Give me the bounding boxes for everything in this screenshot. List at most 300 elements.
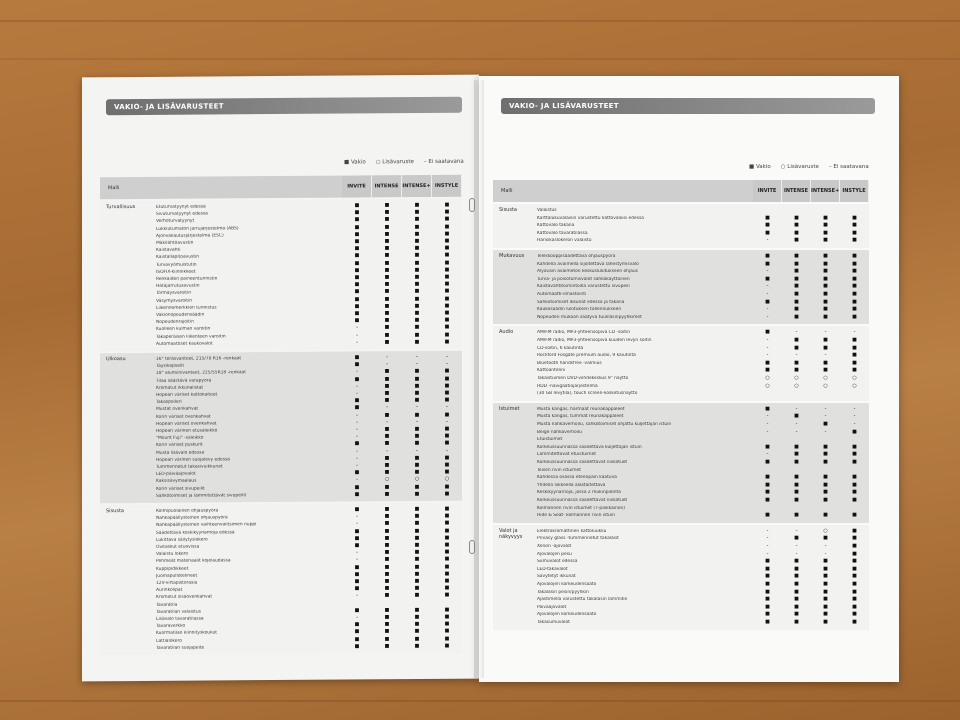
availability-mark: ■ [852, 229, 857, 236]
availability-mark: ○ [852, 374, 857, 381]
availability-mark: ■ [384, 390, 390, 397]
availability-mark: ■ [794, 512, 799, 519]
availability-mark: - [824, 329, 827, 336]
availability-mark: ■ [444, 324, 450, 331]
availability-mark: ■ [384, 433, 390, 440]
availability-mark: - [356, 476, 358, 483]
availability-mark: - [416, 418, 418, 425]
table-row [493, 444, 869, 452]
availability-mark: ■ [444, 230, 450, 237]
availability-mark: ○ [823, 374, 828, 381]
availability-mark: ■ [384, 506, 390, 513]
availability-mark: ■ [823, 611, 828, 618]
row-label: Verhoturvatyynyt [156, 218, 195, 225]
row-label: Kahdella avaimella sijoitettava lähestymisvalo [537, 261, 639, 267]
availability-mark: ■ [444, 613, 450, 620]
row-label: Ajovalojen pesu [537, 551, 572, 557]
table-row [493, 215, 869, 223]
table-row [493, 406, 869, 414]
availability-mark: ○ [444, 476, 450, 483]
row-label: Keskikyynärnoja, jossa 2 mukinpidintä [537, 490, 621, 496]
table-row [493, 299, 869, 307]
availability-mark: ■ [765, 489, 770, 496]
availability-mark: - [416, 361, 418, 368]
availability-mark: - [766, 535, 769, 542]
availability-mark: ■ [414, 578, 420, 585]
availability-mark: ■ [794, 291, 799, 297]
availability-mark: ■ [852, 481, 857, 488]
availability-mark: ■ [852, 603, 857, 610]
availability-mark: ■ [823, 603, 828, 610]
availability-mark: ■ [444, 541, 450, 548]
availability-mark: ■ [794, 618, 799, 625]
row-label: Etuistuimet [537, 437, 563, 443]
availability-mark: - [416, 404, 418, 411]
availability-mark: ■ [765, 329, 770, 336]
row-label: Etuturvatyynyt edessä [156, 204, 206, 210]
availability-mark: ■ [852, 306, 857, 313]
row-label: AM/FM radio, MP3-yhteensopiva kuuden levyn soitin [537, 337, 652, 343]
row-label: Hopean väriset ovenkahvat [156, 421, 217, 427]
availability-mark: ■ [823, 565, 828, 572]
table-row [493, 467, 869, 475]
availability-mark: ■ [414, 295, 420, 302]
availability-mark: ■ [414, 202, 420, 209]
availability-mark: ■ [823, 313, 828, 320]
availability-mark: ■ [354, 296, 360, 303]
row-label: Takaspoileri [156, 399, 182, 406]
availability-mark: ■ [384, 578, 390, 585]
availability-mark: - [824, 413, 827, 420]
table-row [493, 291, 869, 299]
availability-mark: ■ [823, 580, 828, 587]
availability-mark: ■ [444, 288, 450, 295]
availability-mark: ■ [444, 621, 450, 628]
availability-mark: ■ [354, 238, 360, 245]
availability-mark: - [356, 383, 358, 390]
column-header-invite: INVITE [753, 180, 782, 202]
legend-not-available: – Ei saatavana [828, 164, 869, 170]
availability-mark: ■ [414, 375, 420, 382]
availability-mark: ■ [354, 621, 360, 628]
availability-mark: ■ [414, 614, 420, 621]
availability-mark: ■ [354, 231, 360, 238]
page-header: VAKIO- JA LISÄVARUSTEET [501, 98, 875, 114]
legend [344, 159, 464, 166]
row-label: Tavaratilan valaistus [156, 609, 201, 615]
right-page [479, 76, 899, 682]
availability-mark: ■ [794, 451, 799, 458]
availability-mark: - [356, 592, 358, 599]
availability-mark: ■ [384, 295, 390, 302]
availability-mark: ■ [765, 558, 770, 565]
availability-mark: ■ [823, 298, 828, 305]
row-label: Valaistus [537, 208, 557, 213]
availability-mark: ■ [444, 513, 450, 520]
table-row [493, 512, 869, 520]
availability-mark: ■ [794, 588, 799, 595]
row-label: Kattoantenni [537, 368, 566, 374]
availability-mark: ■ [444, 331, 450, 338]
availability-mark: ■ [765, 618, 770, 625]
row-label: Hätäjarrutusavustin [156, 283, 200, 290]
table-row [493, 489, 869, 497]
availability-mark: ■ [852, 268, 857, 275]
table-row [493, 207, 869, 215]
availability-mark: ■ [444, 628, 450, 635]
availability-mark: ■ [354, 397, 360, 404]
availability-mark: ■ [444, 469, 450, 476]
availability-mark: - [795, 428, 798, 435]
availability-mark: ■ [414, 338, 420, 345]
availability-mark: ■ [444, 273, 450, 280]
availability-mark: ■ [414, 483, 420, 490]
availability-mark: ■ [384, 556, 390, 563]
section-1 [100, 199, 462, 352]
availability-mark: ■ [765, 229, 770, 236]
availability-mark: ■ [384, 462, 390, 469]
row-label: Yhdellä liikkeellä alastaitettava [537, 482, 606, 488]
availability-mark: ■ [354, 564, 360, 571]
availability-mark: ■ [794, 611, 799, 618]
availability-mark: ■ [414, 331, 420, 338]
availability-mark: ■ [852, 512, 857, 519]
availability-mark: - [766, 527, 769, 534]
row-label: Hopean värinen etusäleikkö [156, 428, 218, 434]
availability-mark: ■ [354, 491, 360, 498]
availability-mark: ■ [444, 490, 450, 497]
availability-mark: - [824, 550, 827, 557]
row-label: Liikennemerkkien tunnistus [156, 305, 217, 311]
availability-mark: ■ [414, 592, 420, 599]
row-label: Ovitaskut etuovissa [156, 544, 200, 550]
legend-standard: ■ Vakio [749, 164, 771, 170]
availability-mark: ■ [414, 411, 420, 418]
availability-mark: - [824, 405, 827, 412]
availability-mark: - [795, 352, 798, 359]
section-5 [493, 525, 869, 630]
availability-mark: ■ [794, 260, 799, 267]
row-label: Hopean värinen suojalevy edessä [156, 457, 230, 463]
availability-mark: ■ [765, 443, 770, 450]
row-label: LED-päiväajovalot [156, 471, 196, 478]
availability-mark: ■ [852, 535, 857, 542]
table-row [493, 505, 869, 513]
column-header-intense-plus: INTENSE+ [402, 175, 432, 197]
availability-mark: ■ [852, 474, 857, 481]
availability-mark: ■ [444, 585, 450, 592]
availability-mark: ■ [414, 628, 420, 635]
availability-mark: - [446, 361, 448, 368]
availability-mark: ■ [444, 237, 450, 244]
availability-mark: ■ [414, 570, 420, 577]
availability-mark: ■ [414, 397, 420, 404]
availability-mark: ■ [852, 214, 857, 221]
availability-mark: ■ [823, 489, 828, 496]
table-row [493, 535, 869, 543]
availability-mark: ■ [354, 585, 360, 592]
availability-mark: ■ [414, 238, 420, 245]
availability-mark: ■ [414, 252, 420, 259]
availability-mark: ■ [823, 458, 828, 465]
row-label: "Mount Fuji" -säleikkö [156, 435, 204, 442]
availability-mark: ■ [823, 481, 828, 488]
availability-mark: ■ [354, 209, 360, 216]
availability-mark: ■ [354, 303, 360, 310]
section-4 [493, 403, 869, 523]
availability-mark: ■ [414, 454, 420, 461]
table-row [100, 491, 462, 501]
availability-mark: ■ [384, 303, 390, 310]
availability-mark: ■ [414, 563, 420, 570]
availability-mark: ■ [414, 382, 420, 389]
availability-mark: ■ [384, 411, 390, 418]
availability-mark: ■ [765, 565, 770, 572]
row-label: Nopeudenrajoitin [156, 319, 194, 326]
availability-mark: ■ [354, 469, 360, 476]
row-label: Päiväajovalot [537, 604, 567, 610]
availability-mark: ■ [384, 563, 390, 570]
availability-mark: - [386, 447, 388, 454]
availability-mark: ■ [823, 260, 828, 267]
availability-mark: - [386, 361, 388, 368]
availability-mark: ■ [444, 505, 450, 512]
availability-mark: ■ [414, 288, 420, 295]
row-label: Kolmipuolainen ohjauspyörä [156, 508, 219, 514]
row-label: Karttalukuvalaisin varustettu kattovaloisi edessä [537, 215, 644, 221]
availability-mark: ■ [823, 222, 828, 229]
row-label: Kolmannen rivin istuimet (7-paikkainen) [537, 505, 626, 511]
availability-mark: ■ [384, 310, 390, 317]
row-label: Ajonvakautusjärjestelmä (ESC) [156, 233, 224, 239]
table-row [493, 497, 869, 505]
availability-mark: ■ [414, 490, 420, 497]
availability-mark: ■ [823, 336, 828, 343]
availability-mark: ■ [414, 527, 420, 534]
availability-mark: - [853, 329, 856, 336]
availability-mark: ■ [414, 556, 420, 563]
availability-mark: ■ [794, 283, 799, 290]
row-label: Bluetooth handsfree -valmius [537, 360, 602, 366]
availability-mark: - [766, 283, 769, 290]
availability-mark: ■ [414, 368, 420, 375]
availability-mark: ■ [765, 214, 770, 221]
table-row [493, 345, 869, 353]
availability-mark: - [766, 313, 769, 320]
equipment-table [493, 180, 869, 625]
availability-mark: ○ [414, 476, 420, 483]
availability-mark: - [824, 542, 827, 549]
availability-mark: ■ [852, 565, 857, 572]
availability-mark: - [356, 339, 358, 346]
staple [469, 198, 475, 212]
availability-mark: ■ [354, 484, 360, 491]
table-row [493, 474, 869, 482]
availability-mark: ■ [444, 317, 450, 324]
availability-mark: ■ [414, 266, 420, 273]
availability-mark: ■ [444, 223, 450, 230]
row-label: Kuolleen kulman varoitin [156, 326, 211, 333]
row-label: Korkeussuunnassa säädettävät niskatuet [537, 497, 628, 503]
section-1 [493, 204, 869, 248]
availability-mark: ■ [852, 458, 857, 465]
availability-mark: ■ [794, 565, 799, 572]
availability-mark: ■ [414, 642, 420, 649]
availability-mark: ■ [852, 291, 857, 297]
availability-mark: ■ [354, 252, 360, 259]
availability-mark: ■ [823, 512, 828, 519]
availability-mark: ■ [823, 496, 828, 503]
row-label: Hide & Seat- kolmannen rivin istuin [537, 513, 615, 519]
table-row [493, 276, 869, 284]
availability-mark: - [356, 455, 358, 462]
row-label: Kromatut ikkunalistat [156, 385, 204, 391]
availability-mark: - [853, 420, 856, 427]
table-row [493, 383, 869, 391]
availability-mark: ■ [444, 534, 450, 541]
availability-mark: ■ [384, 628, 390, 635]
availability-mark: ■ [414, 281, 420, 288]
availability-mark: - [356, 412, 358, 419]
availability-mark: ■ [765, 596, 770, 603]
availability-mark: - [356, 513, 358, 520]
availability-mark: ■ [444, 635, 450, 642]
availability-mark: ■ [852, 596, 857, 603]
availability-mark: ■ [414, 223, 420, 230]
row-label: Renkaiden paineentunnistin [156, 276, 218, 282]
availability-mark: - [795, 329, 798, 336]
section-title: Istuimet [499, 405, 520, 412]
availability-mark: - [446, 353, 448, 360]
availability-mark: ■ [444, 309, 450, 316]
availability-mark: ■ [414, 390, 420, 397]
availability-mark: ■ [794, 474, 799, 481]
availability-mark: ■ [384, 209, 390, 216]
availability-mark: - [416, 354, 418, 361]
row-label: Pehmeät materiaalit kojelaudassa [156, 558, 231, 565]
column-header-intense: INTENSE [372, 175, 402, 197]
availability-mark: ■ [444, 440, 450, 447]
row-label: ISOFIX-kiinnikkeet [156, 269, 196, 275]
availability-mark: ■ [823, 443, 828, 450]
row-label: Mustat ovenkahvat [156, 406, 199, 413]
availability-mark: ■ [384, 491, 390, 498]
availability-mark: - [356, 556, 358, 563]
row-label: Ajovalojen korkeudensäätö [537, 581, 597, 587]
table-row [493, 581, 869, 589]
table-row [493, 413, 869, 421]
availability-mark: ■ [823, 618, 828, 625]
section-title: Ulkoasu [106, 356, 126, 363]
availability-mark: ■ [852, 542, 857, 549]
availability-mark: ■ [414, 209, 420, 216]
availability-mark: ■ [823, 275, 828, 282]
availability-mark: ■ [823, 237, 828, 244]
row-label: AM/FM radio, MP3-yhteensopiva CD -soitin [537, 330, 630, 336]
availability-mark: ■ [384, 397, 390, 404]
staple [469, 540, 475, 554]
availability-mark: - [356, 332, 358, 339]
row-label: Sivuturvatyynyt edessä [156, 211, 208, 218]
availability-mark: ■ [794, 344, 799, 351]
row-label: Mäkilähtöavustin [156, 240, 194, 246]
table-row [493, 429, 869, 437]
availability-mark: ■ [354, 274, 360, 281]
availability-mark: ■ [384, 252, 390, 259]
availability-mark: ■ [414, 542, 420, 549]
availability-mark: ■ [444, 592, 450, 599]
availability-mark: ■ [384, 245, 390, 252]
availability-mark: ■ [852, 428, 857, 435]
availability-mark: ■ [765, 367, 770, 374]
row-label: Toisen rivin istuimet [537, 467, 581, 473]
availability-mark: ■ [384, 426, 390, 433]
availability-mark: ■ [414, 520, 420, 527]
availability-mark: ■ [794, 558, 799, 565]
availability-mark: - [853, 405, 856, 412]
section-title: Mukavuus [499, 253, 525, 259]
availability-mark: ■ [384, 216, 390, 223]
availability-mark: ■ [384, 527, 390, 534]
availability-mark: ■ [414, 216, 420, 223]
availability-mark: ■ [444, 216, 450, 223]
availability-mark: ■ [444, 375, 450, 382]
table-row [493, 482, 869, 490]
availability-mark: ■ [765, 222, 770, 229]
row-label: Korin väriset sivupeilit [156, 486, 205, 492]
legend-standard: ■ Vakio [344, 159, 366, 166]
availability-mark: - [766, 542, 769, 549]
availability-mark: ■ [384, 455, 390, 462]
table-row [493, 421, 869, 429]
table-row [493, 543, 869, 551]
book-spine [474, 80, 484, 678]
table-row [493, 268, 869, 276]
row-label: Kaksisävymaalaus [156, 478, 197, 485]
availability-mark: ■ [765, 405, 770, 412]
availability-mark: ■ [794, 306, 799, 313]
availability-mark: ■ [414, 302, 420, 309]
availability-mark: - [795, 405, 798, 412]
row-label: Säädettävä keskikyynärnoja edessä [156, 529, 235, 536]
availability-mark: ■ [444, 259, 450, 266]
malli-header: Malli [493, 180, 753, 202]
availability-mark: - [766, 420, 769, 427]
table-row [493, 230, 869, 238]
availability-mark: ■ [444, 209, 450, 216]
availability-mark: ■ [354, 281, 360, 288]
availability-mark: ■ [823, 451, 828, 458]
availability-mark: ■ [765, 458, 770, 465]
availability-mark: ■ [384, 635, 390, 642]
availability-mark: ■ [852, 443, 857, 450]
availability-mark: ■ [444, 563, 450, 570]
availability-mark: - [386, 354, 388, 361]
section-2 [100, 351, 462, 504]
availability-mark: ■ [823, 558, 828, 565]
row-label: Lisävalo tavaratilassa [156, 616, 204, 622]
availability-mark: ■ [765, 359, 770, 366]
availability-mark: - [795, 542, 798, 549]
row-label: Teleskooppisäädettävä ohjauspyörä [537, 254, 616, 259]
availability-mark: ■ [384, 324, 390, 331]
availability-mark: ■ [852, 451, 857, 458]
table-row [493, 604, 869, 612]
availability-mark: - [356, 448, 358, 455]
row-label: Musta kangas, tummat reunakappaleet [537, 414, 624, 420]
availability-mark: ■ [384, 339, 390, 346]
legend-option: ○ Lisävaruste [375, 159, 414, 166]
